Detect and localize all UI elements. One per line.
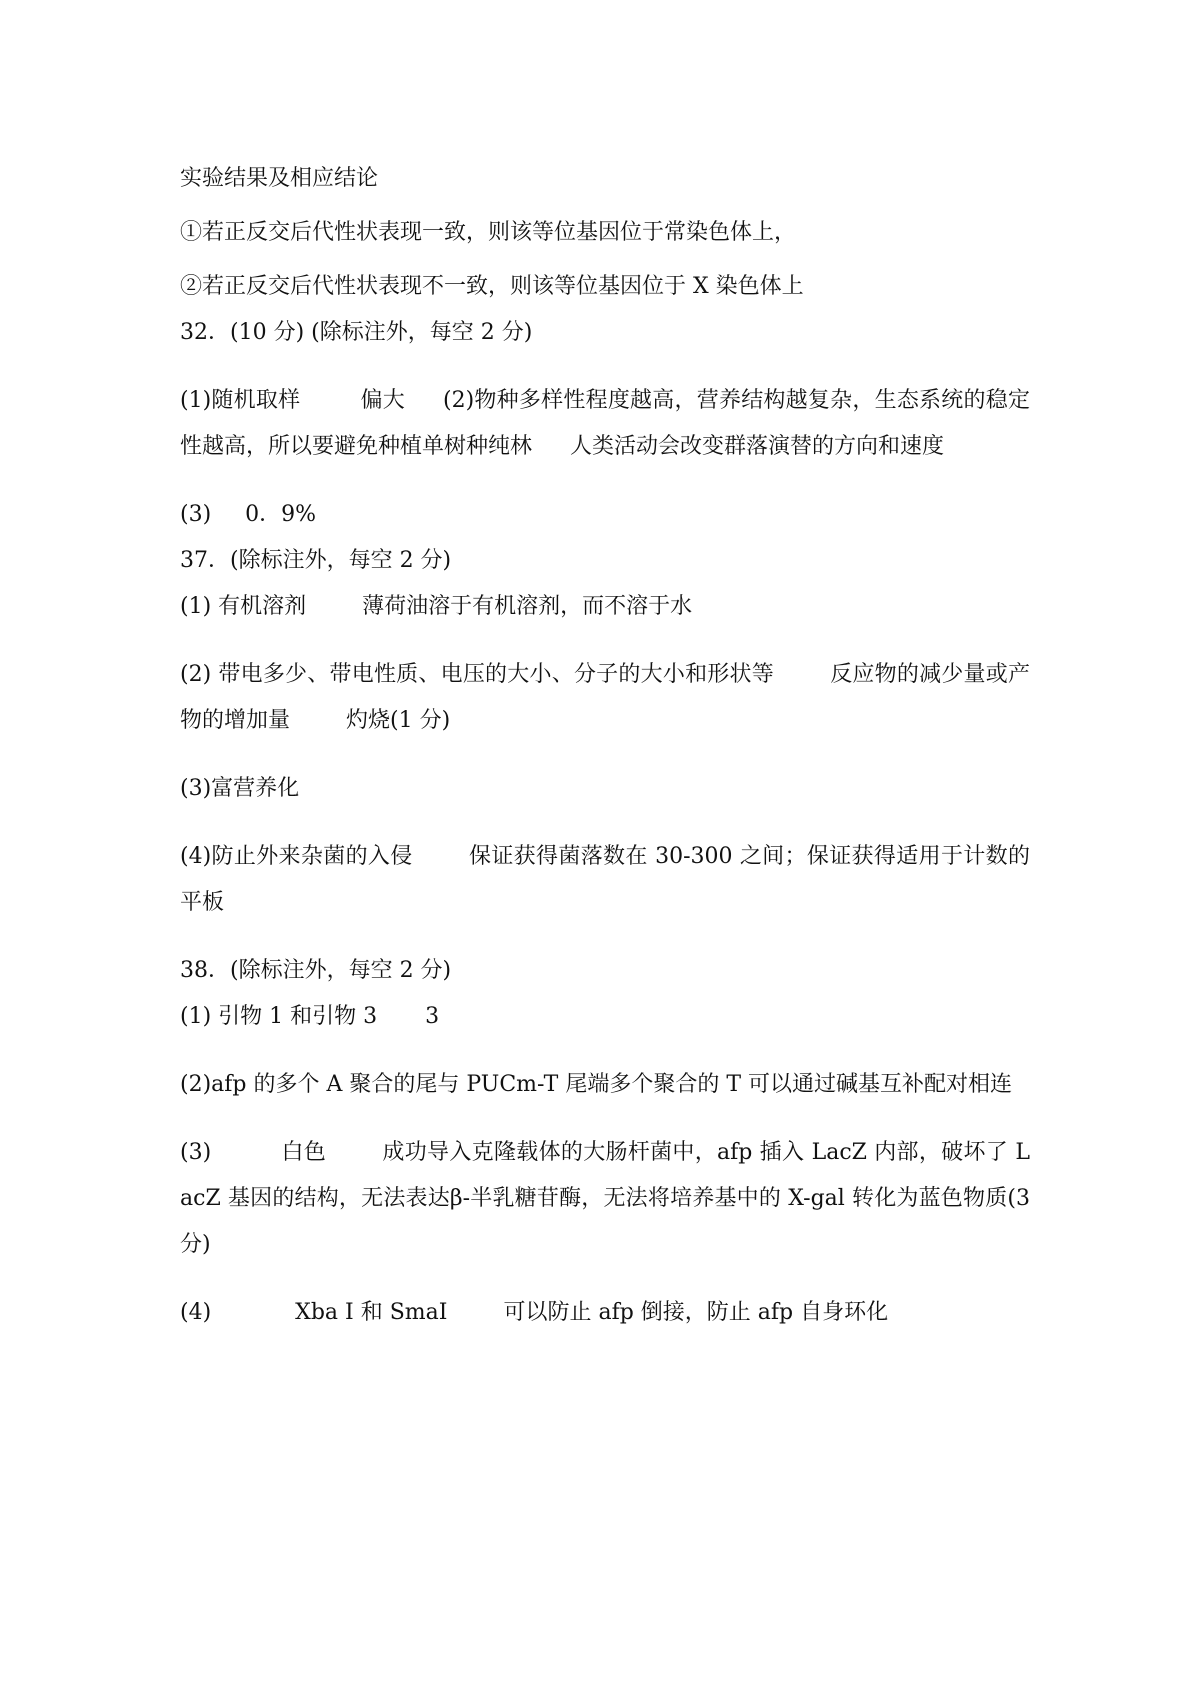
q32-part-1-2	[180, 378, 1030, 470]
q37-part-2	[180, 652, 1030, 744]
q37-answer-1b: 薄荷油溶于有机溶剂，而不溶于水	[362, 594, 693, 619]
q38-answer-4b: 可以防止 afp 倒接，防止 afp 自身环化	[503, 1300, 889, 1325]
q37-part-3: (3)富营养化	[180, 776, 300, 801]
q32-answer-2a: (2)物种多样性程度越高，营养结构越复杂，生态系统的稳定性越高，所以要避免种植单树种纯林	[180, 388, 1030, 459]
q37-part-1	[180, 584, 1030, 630]
q32-answer-2b: 人类活动会改变群落演替的方向和速度	[570, 434, 945, 459]
q37-header: 37．(除标注外，每空 2 分)	[180, 548, 452, 573]
q37-answer-4a: (4)防止外来杂菌的入侵	[180, 844, 413, 869]
q37-answer-2c: 灼烧(1 分)	[346, 708, 451, 733]
q38-answer-4-label: (4)	[180, 1300, 212, 1325]
section-heading: 实验结果及相应结论	[180, 166, 379, 191]
q32-header: 32．(10 分) (除标注外，每空 2 分)	[180, 320, 533, 345]
q32-answer-3-label: (3)	[180, 502, 212, 527]
q38-answer-3a: 白色	[281, 1140, 327, 1165]
q37-answer-1a: (1) 有机溶剂	[180, 594, 307, 619]
q38-answer-4a: Xba I 和 SmaI	[295, 1300, 448, 1325]
q32-answer-1b: 偏大	[360, 388, 406, 413]
answer-content	[180, 156, 1030, 1336]
q38-answer-3b: 成功导入克隆载体的大肠杆菌中，afp 插入 LacZ 内部，破坏了 LacZ 基因的结构，无法表达β-半乳糖苷酶，无法将培养基中的 X-gal 转化为蓝色物质(3 分)	[180, 1140, 1030, 1257]
q37-part-4	[180, 834, 1030, 926]
q37-answer-2b: 反应物的减少量或产物的增加量	[180, 662, 1030, 733]
q37-answer-2a: (2) 带电多少、带电性质、电压的大小、分子的大小和形状等	[180, 662, 774, 687]
q32-answer-3: 0．9%	[245, 502, 317, 527]
q38-header: 38．(除标注外，每空 2 分)	[180, 958, 452, 983]
q38-part-1	[180, 994, 1030, 1040]
q32-part-3	[180, 492, 1030, 538]
q38-answer-1a: (1) 引物 1 和引物 3	[180, 1004, 378, 1029]
q38-part-4	[180, 1290, 1030, 1336]
q38-answer-3-label: (3)	[180, 1140, 212, 1165]
q38-answer-1b: 3	[425, 1004, 440, 1029]
q31-conclusion-2: ②若正反交后代性状表现不一致，则该等位基因位于 X 染色体上	[180, 274, 804, 299]
q32-answer-1a: (1)随机取样	[180, 388, 301, 413]
q38-part-2: (2)afp 的多个 A 聚合的尾与 PUCm-T 尾端多个聚合的 T 可以通过碱基互补配对相连	[180, 1072, 1012, 1097]
q38-part-3	[180, 1130, 1030, 1268]
q37-answer-4b: 保证获得菌落数在 30-300 之间；保证获得适用于计数的平板	[180, 844, 1030, 915]
q31-conclusion-1: ①若正反交后代性状表现一致，则该等位基因位于常染色体上，	[180, 220, 797, 245]
